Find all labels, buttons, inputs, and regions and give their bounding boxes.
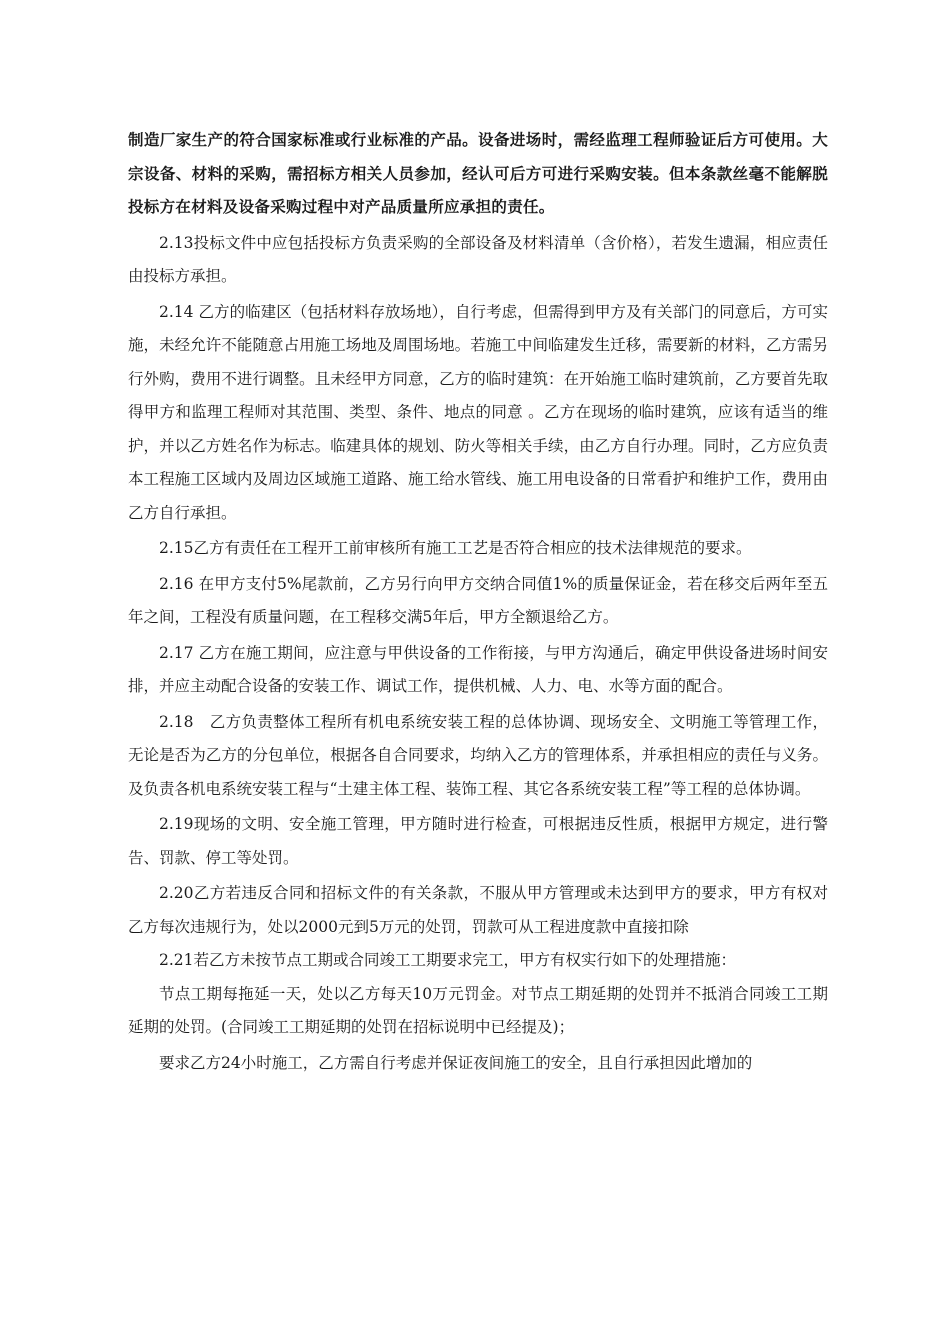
paragraph-2-19: 2.19现场的文明、安全施工管理，甲方随时进行检查，可根据违反性质，根据甲方规定，进行警告、罚款、停工等处罚。 [128, 815, 828, 867]
paragraph-2-17: 2.17 乙方在施工期间，应注意与甲供设备的工作衔接，与甲方沟通后，确定甲供设备进场时间安排，并应主动配合设备的安装工作、调试工作，提供机械、人力、电、水等方面的配合。 [128, 643, 828, 695]
paragraph-2-21-item-a: 节点工期每拖延一天，处以乙方每天10万元罚金。对节点工期延期的处罚并不抵消合同竣工工期延期的处罚。(合同竣工工期延期的处罚在招标说明中已经提及)； [128, 984, 828, 1036]
paragraph-2-15: 2.15乙方有责任在工程开工前审核所有施工工艺是否符合相应的技术法律规范的要求。 [159, 539, 752, 557]
document-body [128, 124, 828, 1080]
paragraph-2-21-item-b: 要求乙方24小时施工，乙方需自行考虑并保证夜间施工的安全，且自行承担因此增加的 [159, 1053, 753, 1072]
paragraph-2-14: 2.14 乙方的临建区（包括材料存放场地），自行考虑，但需得到甲方及有关部门的同意后，方可实施，未经允许不能随意占用施工场地及周围场地。若施工中间临建发生迁移，需要新的材料，乙方需另行外购，费用不进行调整。且未经甲方同意，乙方的临时建筑：在开始施工临时建筑前，乙方要首先取得甲方和监理工程师对其范围、类型、条件、地点的同意 。乙方在现场的临时建筑，应该有适当的维护，并以乙方姓名作为标志。临建具体的规划、防火等相关手续，由乙方自行办理。同时，乙方应负责本工程施工区域内及周边区域施工道路、施工给水管线、施工用电设备的日常看护和维护工作，费用由乙方自行承担。 [128, 302, 828, 522]
paragraph-bold-continuation: 制造厂家生产的符合国家标准或行业标准的产品。设备进场时，需经监理工程师验证后方可使用。大宗设备、材料的采购，需招标方相关人员参加，经认可后方可进行采购安装。但本条款丝毫不能解脱投标方在材料及设备采购过程中对产品质量所应承担的责任。 [128, 131, 828, 216]
paragraph-2-16: 2.16 在甲方支付5%尾款前，乙方另行向甲方交纳合同值1%的质量保证金，若在移交后两年至五年之间，工程没有质量问题，在工程移交满5年后，甲方全额退给乙方。 [128, 574, 828, 626]
paragraph-2-13: 2.13投标文件中应包括投标方负责采购的全部设备及材料清单（含价格），若发生遗漏，相应责任由投标方承担。 [128, 233, 828, 285]
paragraph-2-18: 2.18 乙方负责整体工程所有机电系统安装工程的总体协调、现场安全、文明施工等管理工作，无论是否为乙方的分包单位，根据各自合同要求，均纳入乙方的管理体系，并承担相应的责任与义务。及负责各机电系统安装工程与“土建主体工程、装饰工程、其它各系统安装工程”等工程的总体协调。 [128, 712, 828, 798]
paragraph-2-21: 2.21若乙方未按节点工期或合同竣工工期要求完工，甲方有权实行如下的处理措施： [159, 951, 737, 969]
paragraph-2-20: 2.20乙方若违反合同和招标文件的有关条款，不服从甲方管理或未达到甲方的要求，甲方有权对乙方每次违规行为，处以2000元到5万元的处罚，罚款可从工程进度款中直接扣除 [128, 884, 828, 936]
